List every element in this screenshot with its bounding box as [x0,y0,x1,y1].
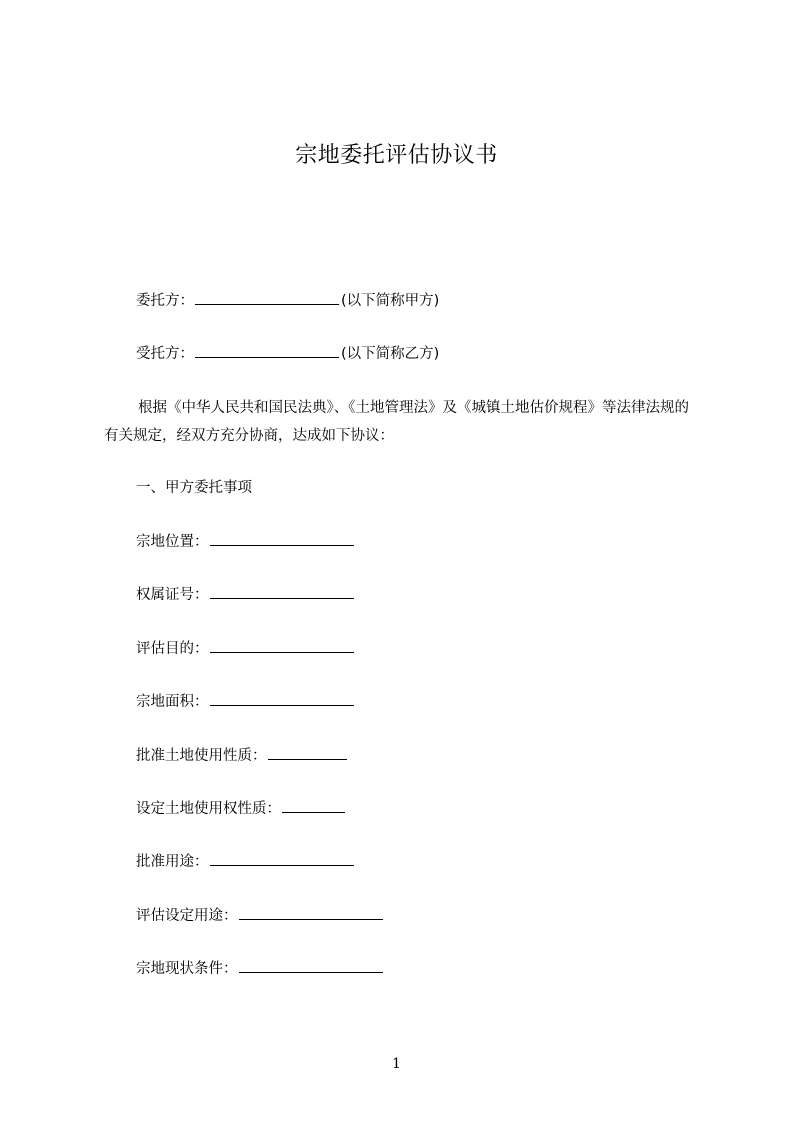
trustee-suffix: (以下简称乙方) [341,346,440,362]
field-label-location: 宗地位置： [136,534,209,550]
client-line [136,290,439,311]
field-label-approved-nature: 批准土地使用性质： [136,748,267,764]
section-1-heading: 一、甲方委托事项 [136,480,252,496]
trustee-label: 受托方： [136,346,194,362]
field-blank-set-use[interactable] [239,905,383,920]
field-blank-approved-use[interactable] [210,851,354,866]
document-title: 宗地委托评估协议书 [295,143,498,168]
field-line-set-use [136,905,383,926]
field-line-purpose [136,638,354,659]
field-blank-purpose[interactable] [210,638,354,653]
field-blank-certificate[interactable] [210,584,354,599]
field-label-area: 宗地面积： [136,694,209,710]
field-line-approved-use [136,851,354,872]
field-line-current-condition [136,958,383,979]
field-label-set-use: 评估设定用途： [136,908,238,924]
client-blank[interactable] [195,290,339,305]
field-line-set-nature [136,798,345,819]
field-label-approved-use: 批准用途： [136,854,209,870]
field-blank-area[interactable] [210,691,354,706]
field-blank-approved-nature[interactable] [268,745,347,760]
field-blank-current-condition[interactable] [239,958,383,973]
field-line-area [136,691,354,712]
client-suffix: (以下简称甲方) [341,293,440,309]
page-number: 1 [392,1056,401,1072]
client-label: 委托方： [136,293,194,309]
field-line-certificate [136,584,354,605]
field-blank-set-nature[interactable] [282,798,345,813]
field-line-location [136,531,354,552]
intro-text: 根据《中华人民共和国民法典》、《土地管理法》及《城镇土地估价规程》等法律法规的有关规定，经双方充分协商，达成如下协议： [104,400,689,444]
field-label-current-condition: 宗地现状条件： [136,961,238,977]
field-label-set-nature: 设定土地使用权性质： [136,801,281,817]
trustee-blank[interactable] [195,343,339,358]
trustee-line [136,343,439,364]
field-line-approved-nature [136,745,347,766]
field-blank-location[interactable] [210,531,354,546]
field-label-certificate: 权属证号： [136,587,209,603]
field-label-purpose: 评估目的： [136,641,209,657]
intro-paragraph [104,394,694,450]
